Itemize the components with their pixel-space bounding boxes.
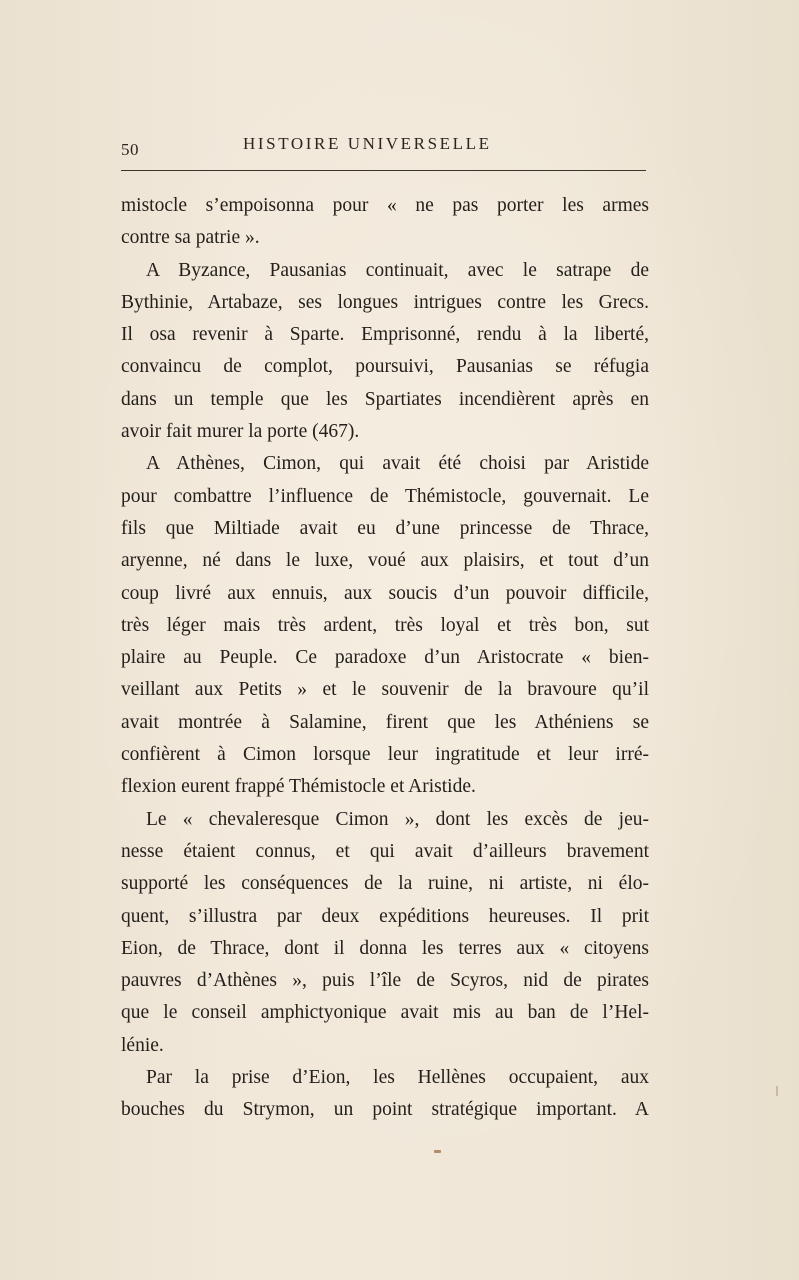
- text-line: bouches du Strymon, un point stratégique important. A: [121, 1099, 649, 1121]
- text-line: pour combattre l’influence de Thémistocle, gouvernait. Le: [121, 485, 649, 507]
- text-line: A Byzance, Pausanias continuait, avec le satrape de: [146, 259, 649, 281]
- paper-edge-mark: [776, 1086, 778, 1096]
- text-line: pauvres d’Athènes », puis l’île de Scyros, nid de pirates: [121, 970, 649, 992]
- running-title: HISTOIRE UNIVERSELLE: [243, 134, 492, 153]
- text-line: contre sa patrie ».: [121, 227, 260, 249]
- text-line: très léger mais très ardent, très loyal et très bon, sut: [121, 614, 649, 636]
- text-line: mistocle s’empoisonna pour « ne pas porter les armes: [121, 195, 649, 216]
- text-line: que le conseil amphictyonique avait mis au ban de l’Hel-: [121, 1002, 649, 1024]
- text-line: Le « chevaleresque Cimon », dont les excès de jeu-: [146, 808, 649, 830]
- page-number: 50: [121, 140, 139, 159]
- text-line: Eion, de Thrace, dont il donna les terres aux « citoyens: [121, 937, 649, 959]
- text-line: fils que Miltiade avait eu d’une princesse de Thrace,: [121, 517, 649, 539]
- text-line: aryenne, né dans le luxe, voué aux plaisirs, et tout d’un: [121, 550, 649, 572]
- paper-speck: [434, 1150, 441, 1153]
- text-line: lénie.: [121, 1034, 164, 1056]
- text-line: convaincu de complot, poursuivi, Pausanias se réfugia: [121, 356, 649, 378]
- text-line: confièrent à Cimon lorsque leur ingratitude et leur irré-: [121, 744, 649, 766]
- text-line: plaire au Peuple. Ce paradoxe d’un Aristocrate « bien-: [121, 647, 649, 669]
- text-line: A Athènes, Cimon, qui avait été choisi par Aristide: [146, 453, 649, 475]
- text-line: veillant aux Petits » et le souvenir de la bravoure qu’il: [121, 679, 649, 701]
- text-line: flexion eurent frappé Thémistocle et Aristide.: [121, 776, 476, 798]
- text-line: Par la prise d’Eion, les Hellènes occupaient, aux: [146, 1067, 649, 1089]
- text-line: Bythinie, Artabaze, ses longues intrigues contre les Grecs.: [121, 291, 649, 313]
- text-line: dans un temple que les Spartiates incendièrent après en: [121, 388, 649, 410]
- text-line: Il osa revenir à Sparte. Emprisonné, rendu à la liberté,: [121, 324, 649, 346]
- text-line: avait montrée à Salamine, firent que les Athéniens se: [121, 711, 649, 733]
- text-line: nesse étaient connus, et qui avait d’ailleurs bravement: [121, 840, 649, 862]
- header-rule: [121, 170, 646, 171]
- text-line: quent, s’illustra par deux expéditions heureuses. Il prit: [121, 905, 649, 927]
- text-line: supporté les conséquences de la ruine, ni artiste, ni élo-: [121, 873, 649, 895]
- text-line: avoir fait murer la porte (467).: [121, 421, 360, 443]
- body-text: [121, 190, 649, 1127]
- text-line: coup livré aux ennuis, aux soucis d’un pouvoir difficile,: [121, 582, 649, 604]
